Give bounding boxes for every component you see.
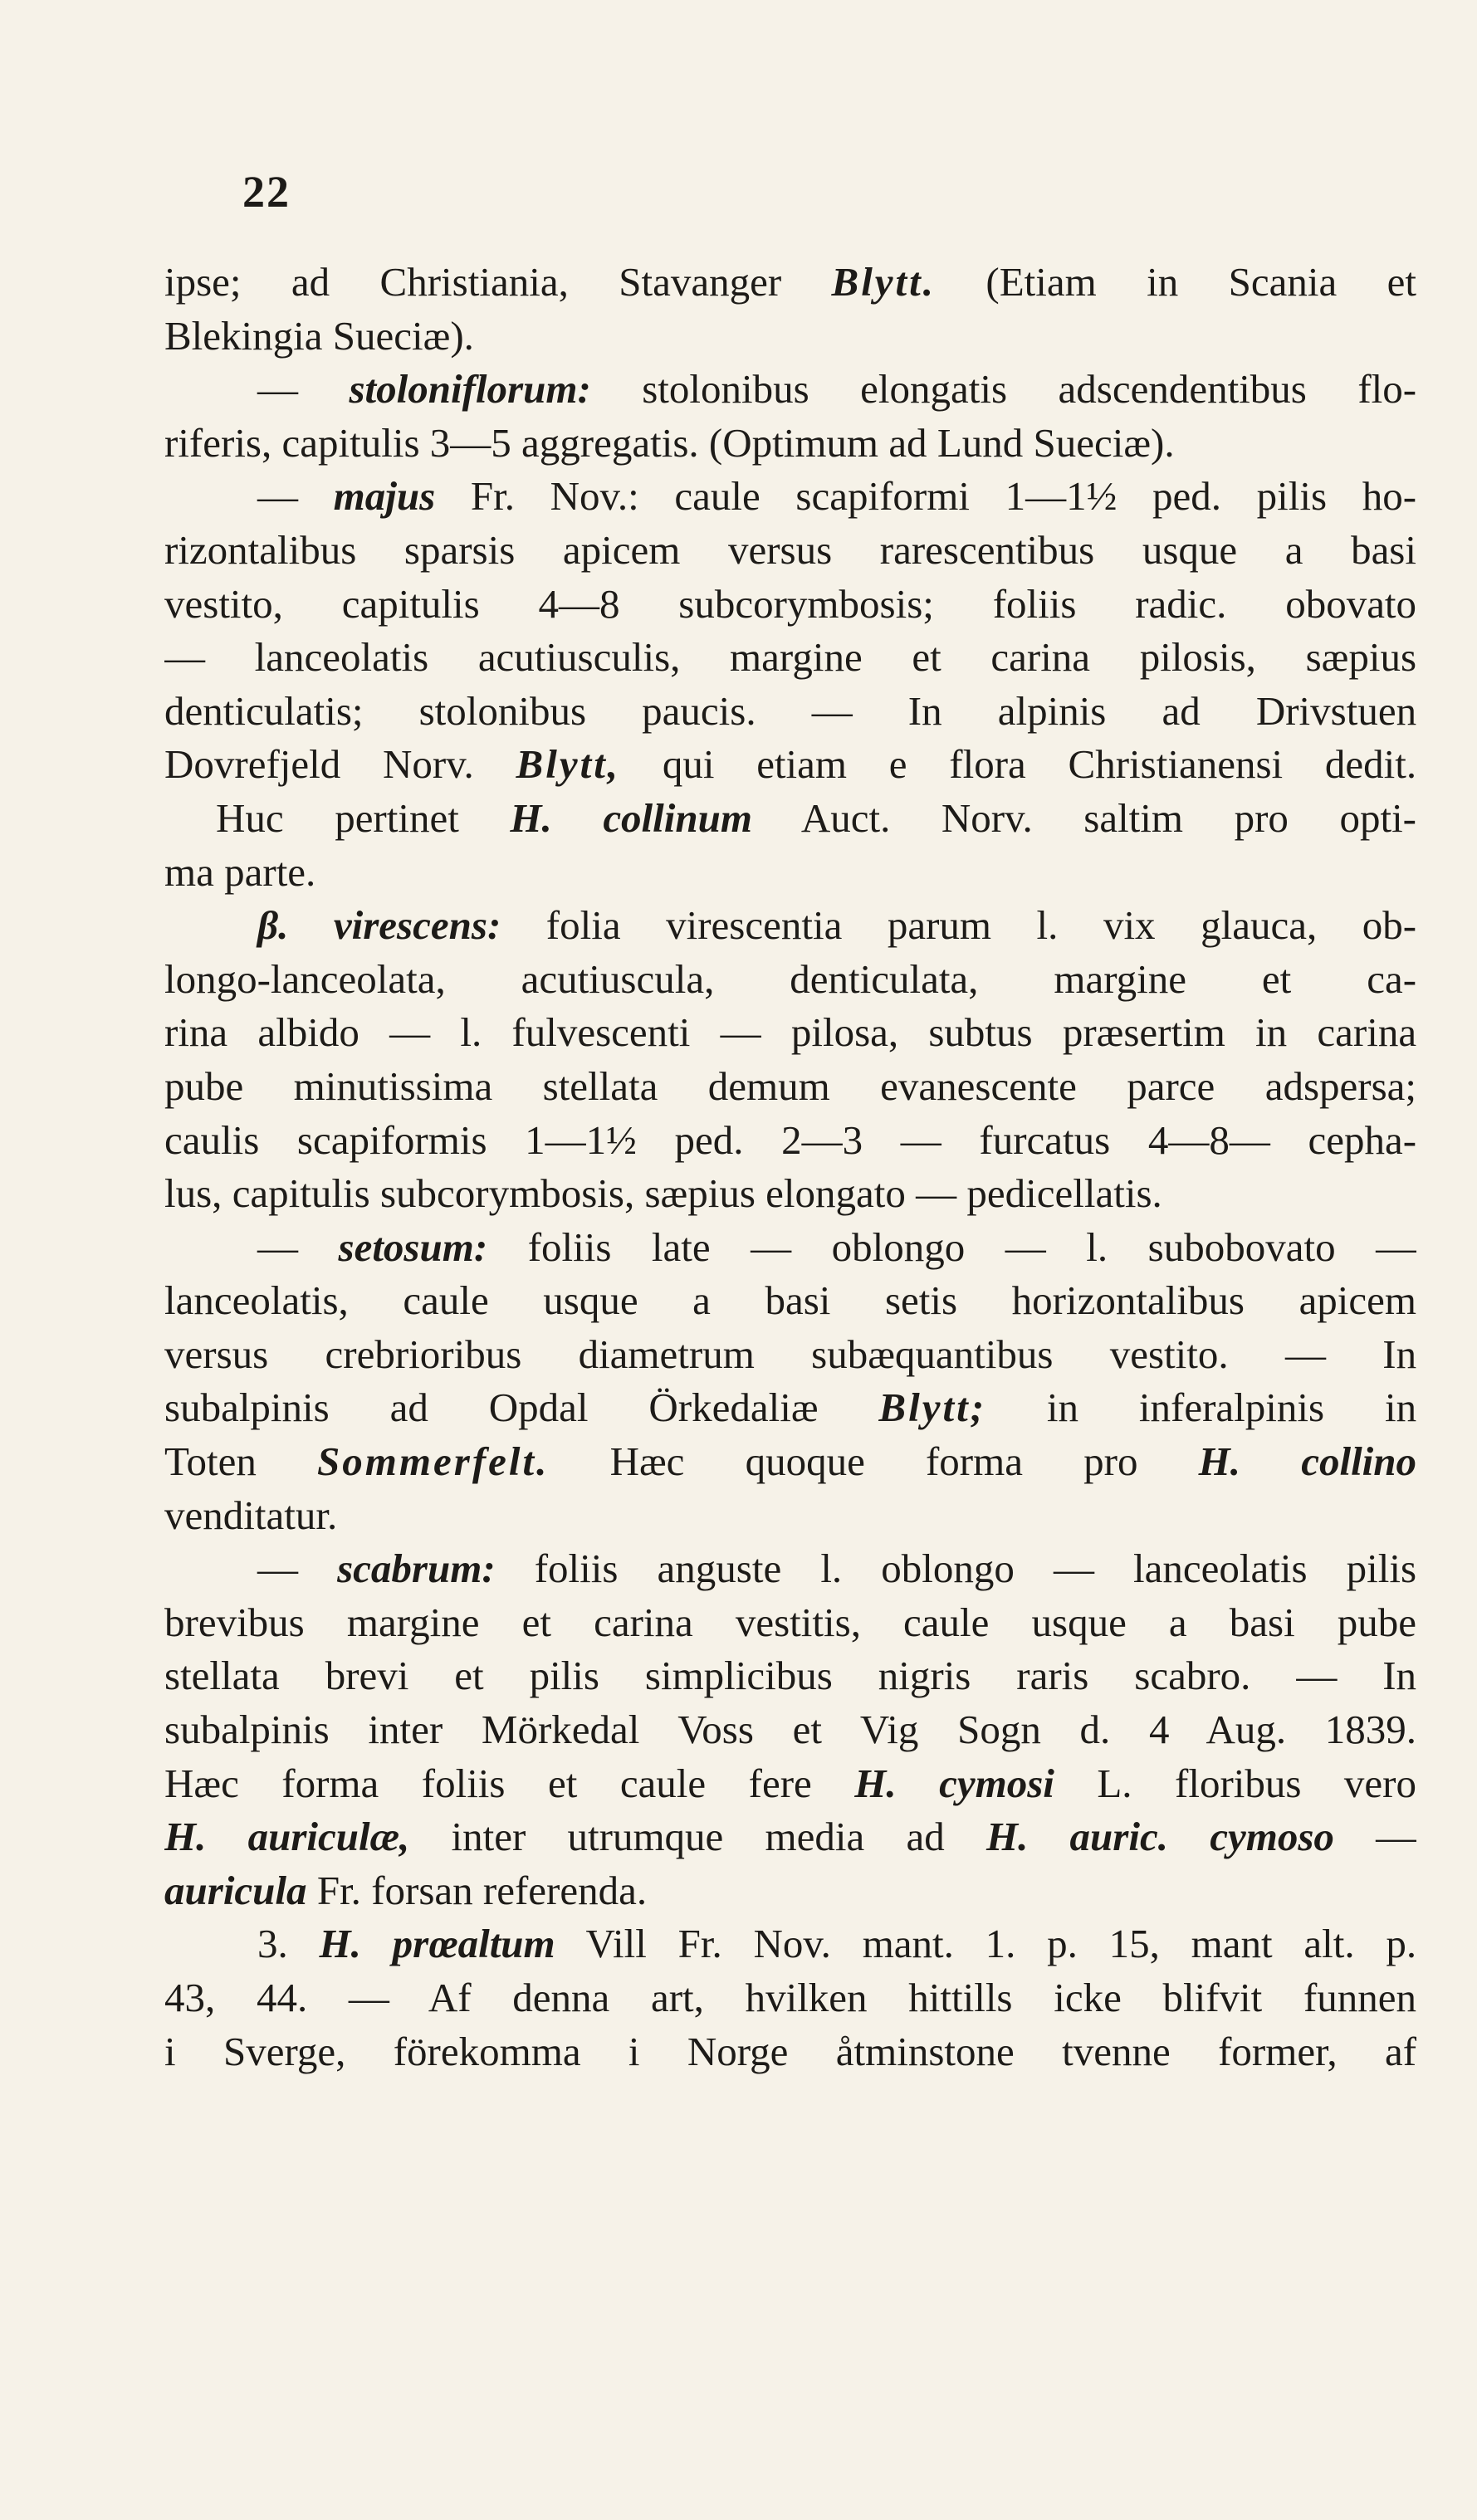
text-line: venditatur. xyxy=(164,1492,338,1538)
text-line: i Sverge, förekomma i Norge åtminstone tvenne former, af xyxy=(164,2028,1416,2074)
text-line: stellata brevi et pilis simplicibus nigris raris scabro. — In xyxy=(164,1653,1416,1699)
text-line: ma parte. xyxy=(164,848,316,895)
text-line: lus, capitulis subcorymbosis, sæpius elongato — pedicellatis. xyxy=(164,1170,1162,1217)
text-line: Huc pertinet H. collinum Auct. Norv. saltim pro opti- xyxy=(216,794,1416,841)
text-line: riferis, capitulis 3—5 aggregatis. (Optimum ad Lund Sueciæ). xyxy=(164,419,1175,466)
text-line: pube minutissima stellata demum evanescente parce adspersa; xyxy=(164,1062,1416,1109)
text-line: longo-lanceolata, acutiuscula, denticulata, margine et ca- xyxy=(164,955,1416,1002)
text-line: caulis scapiformis 1—1½ ped. 2—3 — furcatus 4—8— cepha- xyxy=(164,1116,1416,1163)
page-number: 22 xyxy=(242,167,291,217)
text-line: — stoloniflorum: stolonibus elongatis adscendentibus flo- xyxy=(257,366,1416,413)
text-line: Hæc forma foliis et caule fere H. cymosi L. floribus vero xyxy=(164,1760,1416,1806)
body-text xyxy=(164,256,1416,2078)
text-line: auricula Fr. forsan referenda. xyxy=(164,1867,648,1913)
text-line: Dovrefjeld Norv. Blytt, qui etiam e flora Christianensi dedit. xyxy=(164,741,1416,788)
text-line: rizontalibus sparsis apicem versus rarescentibus usque a basi xyxy=(164,526,1416,573)
text-line: brevibus margine et carina vestitis, caule usque a basi pube xyxy=(164,1599,1416,1645)
text-line: ipse; ad Christiania, Stavanger Blytt. (Etiam in Scania et xyxy=(164,259,1416,305)
text-line: rina albido — l. fulvescenti — pilosa, subtus præsertim in carina xyxy=(164,1009,1416,1056)
text-line: — setosum: foliis late — oblongo — l. subobovato — xyxy=(257,1223,1416,1270)
text-line: subalpinis ad Opdal Örkedaliæ Blytt; in inferalpinis in xyxy=(164,1385,1416,1431)
text-line: H. auriculæ, inter utrumque media ad H. auric. cymoso — xyxy=(164,1814,1416,1860)
text-line: β. virescens: folia virescentia parum l. vix glauca, ob- xyxy=(257,902,1416,949)
text-line: — scabrum: foliis anguste l. oblongo — lanceolatis pilis xyxy=(257,1546,1416,1592)
text-line: 43, 44. — Af denna art, hvilken hittills icke blifvit funnen xyxy=(164,1975,1416,2020)
text-line: subalpinis inter Mörkedal Voss et Vig Sogn d. 4 Aug. 1839. xyxy=(164,1707,1416,1753)
text-line: Toten Sommerfelt. Hæc quoque forma pro H. collino xyxy=(164,1438,1416,1485)
text-line: — majus Fr. Nov.: caule scapiformi 1—1½ ped. pilis ho- xyxy=(257,473,1416,520)
text-line: versus crebrioribus diametrum subæquantibus vestito. — In xyxy=(164,1331,1416,1377)
text-line: vestito, capitulis 4—8 subcorymbosis; foliis radic. obovato xyxy=(164,580,1416,627)
text-line: lanceolatis, caule usque a basi setis horizontalibus apicem xyxy=(164,1277,1416,1324)
text-line: Blekingia Sueciæ). xyxy=(164,312,474,359)
text-line: 3. H. prœaltum Vill Fr. Nov. mant. 1. p. 15, mant alt. p. xyxy=(257,1921,1416,1967)
text-line: denticulatis; stolonibus paucis. — In alpinis ad Drivstuen xyxy=(164,687,1416,734)
text-line: — lanceolatis acutiusculis, margine et carina pilosis, sæpius xyxy=(164,634,1416,681)
